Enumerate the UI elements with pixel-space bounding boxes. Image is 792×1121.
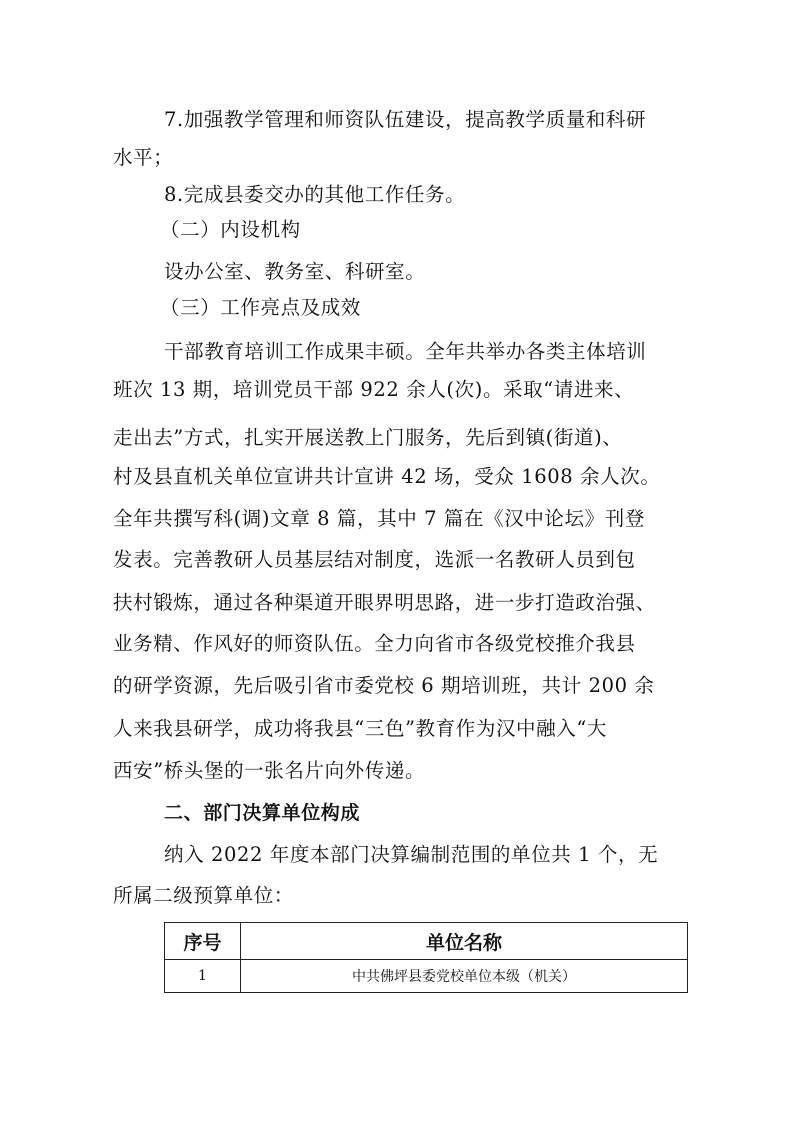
body-line: 的研学资源，先后吸引省市委党校 6 期培训班，共计 200 余 [113,674,655,697]
body-line: 班次 13 期，培训党员干部 922 余人(次)。采取“请进来、 [113,378,635,401]
unit-composition-table [164,922,688,993]
item-8: 8.完成县委交办的其他工作任务。 [164,183,466,206]
intro-line: 所属二级预算单位： [113,884,294,907]
body-line: 走出去”方式，扎实开展送教上门服务，先后到镇(街道)、 [113,426,623,449]
body-line: 发表。完善教研人员基层结对制度，选派一名教研人员到包 [113,548,636,571]
table-header-seq: 序号 [165,923,241,960]
section-internal-structure-body: 设办公室、教务室、科研室。 [164,260,426,283]
table-row [165,960,688,993]
table-header-unit-name: 单位名称 [241,923,688,960]
body-line: 西安”桥头堡的一张名片向外传递。 [113,759,426,782]
table-cell-seq: 1 [165,960,241,993]
body-line: 扶村锻炼，通过各种渠道开眼界明思路，进一步打造政治强、 [113,591,656,614]
body-line: 业务精、作风好的师资队伍。全力向省市各级党校推介我县 [113,632,636,655]
section-highlights-title: （三）工作亮点及成效 [160,296,362,319]
table-header-row [165,923,688,960]
intro-line: 纳入 2022 年度本部门决算编制范围的单位共 1 个，无 [164,843,659,866]
body-line: 全年共撰写科(调)文章 8 篇，其中 7 篇在《汉中论坛》刊登 [113,507,645,530]
table-cell-unit-name: 中共佛坪县委党校单位本级（机关） [241,960,688,993]
section-heading: 二、部门决算单位构成 [164,802,361,824]
item-7-line-2: 水平； [113,146,174,169]
section-internal-structure-title: （二）内设机构 [160,218,301,241]
body-line: 人来我县研学，成功将我县“三色”教育作为汉中融入“大 [113,717,608,740]
body-line: 村及县直机关单位宣讲共计宣讲 42 场，受众 1608 余人次。 [113,465,661,488]
body-line: 干部教育培训工作成果丰硕。全年共举办各类主体培训 [164,340,647,363]
item-7-line-1: 7.加强教学管理和师资队伍建设，提高教学质量和科研 [164,108,647,131]
